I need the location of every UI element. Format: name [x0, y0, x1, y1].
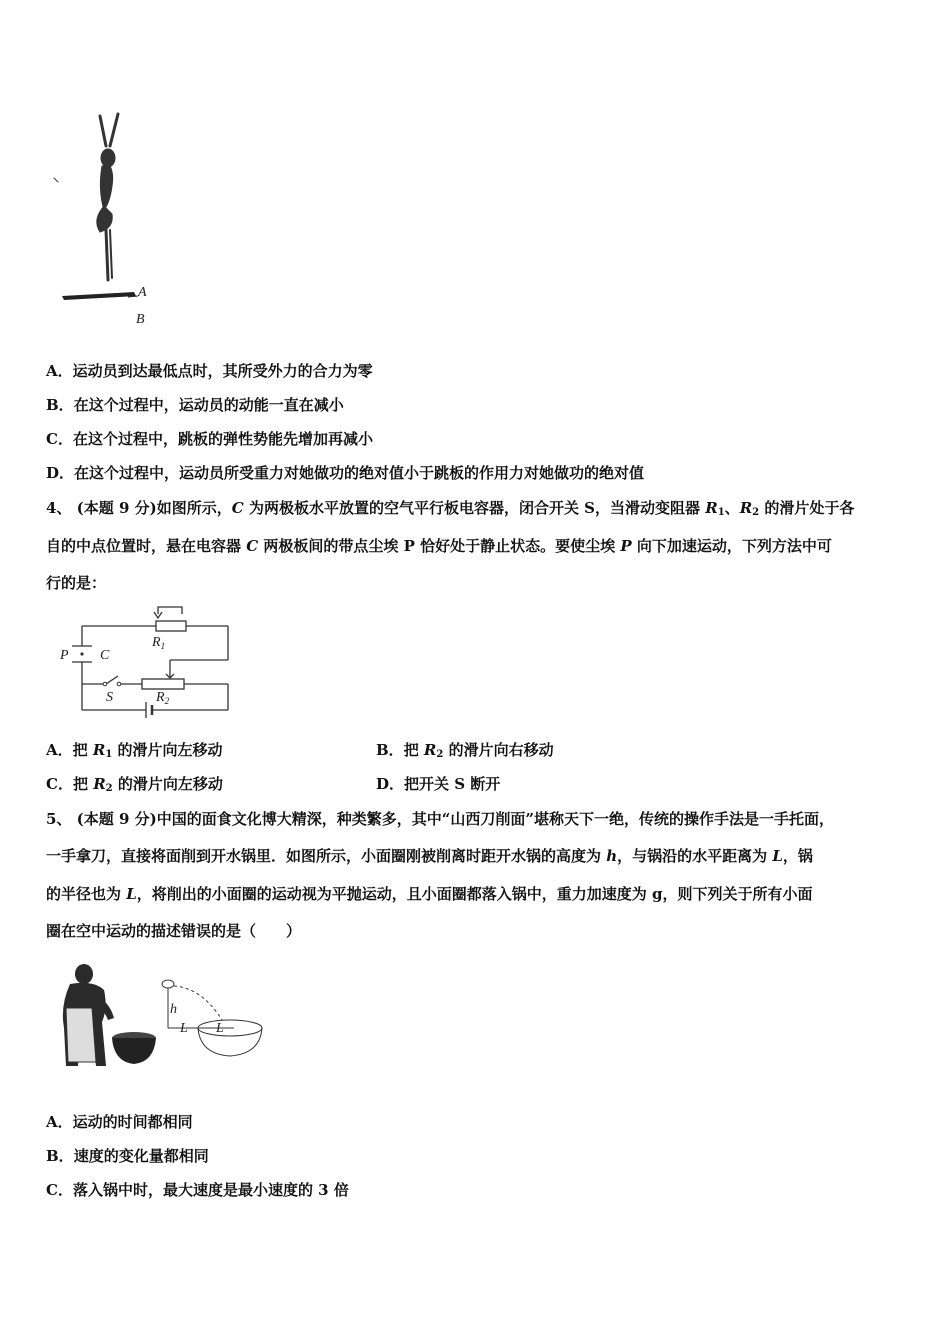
q3-option-a: A．运动员到达最低点时，其所受外力的合力为零 [46, 362, 373, 380]
label-l1: L [180, 1021, 188, 1036]
q5-option-b: B．速度的变化量都相同 [46, 1147, 209, 1165]
label-p: P [60, 648, 69, 663]
q5-stem-line1: 5、 (本题 9 分)中国的面食文化博大精深，种类繁多，其中“山西刀削面”堪称天下一绝，传统的操作手法是一手托面， [46, 810, 835, 828]
label-l2: L [216, 1021, 224, 1036]
q3-option-d: D．在这个过程中，运动员所受重力对她做功的绝对值小于跳板的作用力对她做功的绝对值 [46, 464, 645, 482]
circuit-diagram [58, 604, 238, 720]
q4-stem-line3: 行的是： [46, 574, 107, 592]
q5-stem-line3: 的半径也为 L，将削出的小面圈的运动视为平抛运动，且小面圈都落入锅中，重力加速度为 g，则下列关于所有小面 [46, 885, 813, 903]
noodle-figure [52, 958, 268, 1070]
q5-stem-line2: 一手拿刀，直接将面削到开水锅里．如图所示，小面圈刚被削离时距开水锅的高度为 h，与锅沿的水平距离为 L，锅 [46, 847, 813, 865]
q3-option-b: B．在这个过程中，运动员的动能一直在减小 [46, 396, 344, 414]
q4-stem-line1: 4、 (本题 9 分)如图所示，C 为两极板水平放置的空气平行板电容器，闭合开关 S，当滑动变阻器 R1、R2 的滑片处于各 [46, 499, 855, 518]
q4-option-d: D．把开关 S 断开 [376, 775, 501, 793]
q3-option-c: C．在这个过程中，跳板的弹性势能先增加再减小 [46, 430, 373, 448]
diver-figure [48, 110, 158, 330]
q4-option-c: C．把 R2 的滑片向左移动 [46, 775, 223, 794]
label-r2: $R_2$ [156, 690, 170, 706]
q5-option-a: A．运动的时间都相同 [46, 1113, 193, 1131]
label-a: A [138, 285, 147, 300]
label-h: h [170, 1002, 177, 1017]
q5-stem-line4: 圈在空中运动的描述错误的是（ ） [46, 922, 302, 940]
label-r1: $R_1$ [152, 635, 166, 651]
q5-option-c: C．落入锅中时，最大速度是最小速度的 3 倍 [46, 1181, 349, 1199]
label-s: S [106, 690, 113, 705]
label-b: B [136, 312, 145, 327]
label-c: C [100, 648, 110, 663]
q4-option-a: A．把 R1 的滑片向左移动 [46, 741, 223, 760]
q4-stem-line2: 自的中点位置时，悬在电容器 C 两极板间的带点尘埃 P 恰好处于静止状态。要使尘埃 P 向下加速运动，下列方法中可 [46, 537, 832, 555]
q4-option-b: B．把 R2 的滑片向右移动 [376, 741, 554, 760]
